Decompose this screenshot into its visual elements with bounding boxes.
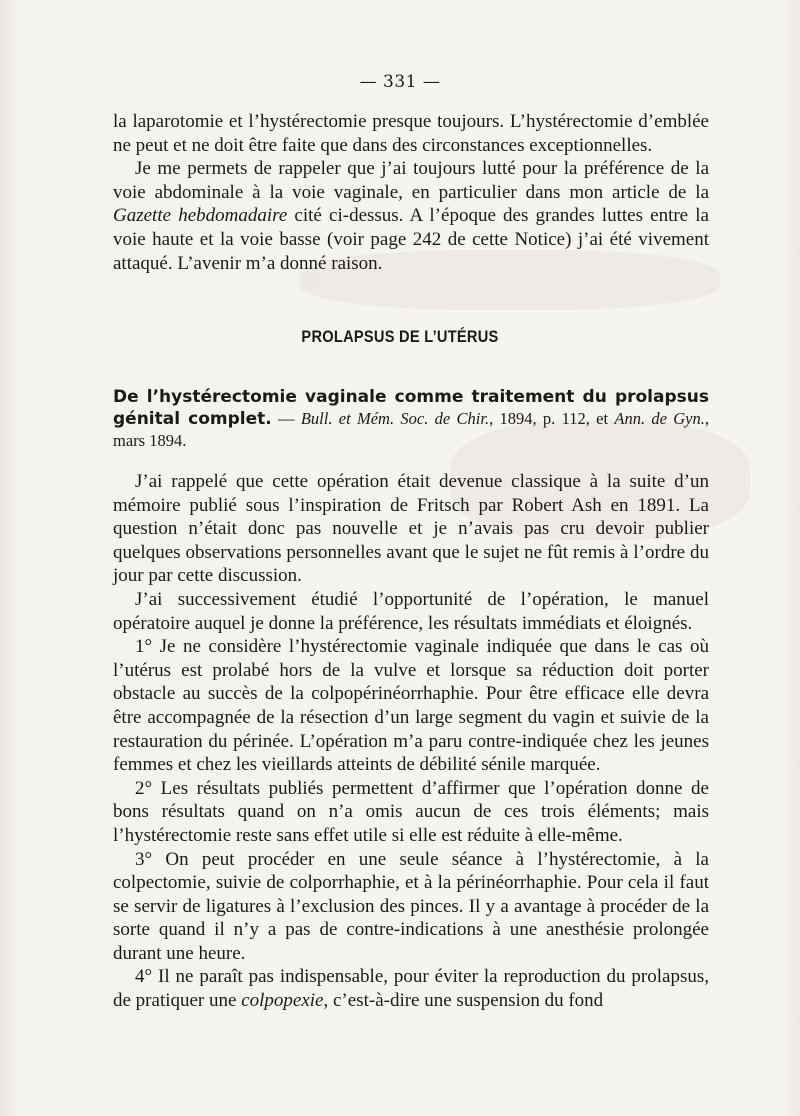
intro-text — [113, 110, 709, 275]
page-number: — 331 — — [359, 72, 441, 92]
article-title-block — [113, 386, 709, 451]
intro-paragraph-2 — [113, 157, 709, 275]
body-paragraph-6-start: 4° Il ne paraît pas indispensable, pour éviter la reproduction du prolapsus, de pratiquer une — [113, 966, 709, 1012]
article-title: De l’hystérectomie vaginale comme traitement du prolapsus génital complet. — [113, 387, 709, 429]
body-paragraph-3: 1° Je ne considère l’hystérectomie vaginale indiquée que dans le cas où l’utérus est prolabé hors de la vulve et lorsque sa réduction doit porter obstacle au succès de la colpopérinéorrhaphie. Pour être efficace elle devra être accompagnée de la résection d’un large segment du vagin et suivie de la restauration du périnée. L’opération m’a paru contre-indiquée chez les jeunes femmes et chez les vieillards atteints de débilité sénile marquée. — [113, 636, 709, 776]
article-ref-journal-2: Ann. de Gyn. — [614, 409, 705, 428]
section-heading: PROLAPSUS DE L’UTÉRUS — [301, 327, 499, 346]
body-paragraph-5: 3° On peut procéder en une seule séance à l’hystérectomie, à la colpectomie, suivie de colporrhaphie, et à la périnéorrhaphie. Pour cela il faut se servir de ligatures à l’exclusion des pinces. Il y a avantage à procéder de la sorte quand il n’y a pas de contre-indications à une anesthésie prolongée durant une heure. — [113, 848, 709, 964]
body-text — [113, 470, 709, 1013]
body-paragraph-1: J’ai rappelé que cette opération était devenue classique à la suite d’un mémoire publié sous l’inspiration de Fritsch par Robert Ash en 1891. La question n’était donc pas nouvelle et je n’avais pas cru devoir publier quelques observations personnelles avant que le sujet ne fût remis à l’ordre du jour par cette discussion. — [113, 471, 709, 587]
body-paragraph-6-end: , c’est-à-dire une suspension du fond — [323, 990, 604, 1012]
body-paragraph-4: 2° Les résultats publiés permettent d’affirmer que l’opération donne de bons résultats quand on n’a omis aucun de ces trois éléments; mais l’hystérectomie reste sans effet utile si elle est réduite à elle-même. — [113, 777, 709, 846]
body-paragraph-6-emphasis: colpopexie — [241, 990, 324, 1012]
intro-paragraph-1: la laparotomie et l’hystérectomie presque toujours. L’hystérectomie d’emblée ne peut et ne doit être faite que dans des circonstances exceptionnelles. — [113, 111, 709, 156]
article-ref-journal-1: Bull. et Mém. Soc. de Chir. — [300, 409, 490, 428]
journal-name-emphasis: Gazette hebdomadaire — [113, 205, 288, 227]
body-paragraph-6 — [113, 965, 709, 1012]
intro-paragraph-2-text: Je me permets de rappeler que j’ai toujours lutté pour la préférence de la voie abdominale à la voie vaginale, en particulier dans mon article de la Gazette hebdomadaire cité ci-dessus. A l’époque des grandes luttes entre la voie haute et la voie basse (voir page 242 de cette Notice) j’ai été vivement attaqué. L’avenir m’a donné raison. — [113, 158, 709, 274]
article-ref-dash: — — [271, 409, 301, 428]
article-ref-middle: , 1894, p. 112, et — [489, 409, 615, 428]
article-ref-date: , mars 1894. — [113, 409, 710, 450]
body-paragraph-2: J’ai successivement étudié l’opportunité de l’opération, le manuel opératoire auquel je donne la préférence, les résultats immédiats et éloignés. — [113, 588, 709, 634]
